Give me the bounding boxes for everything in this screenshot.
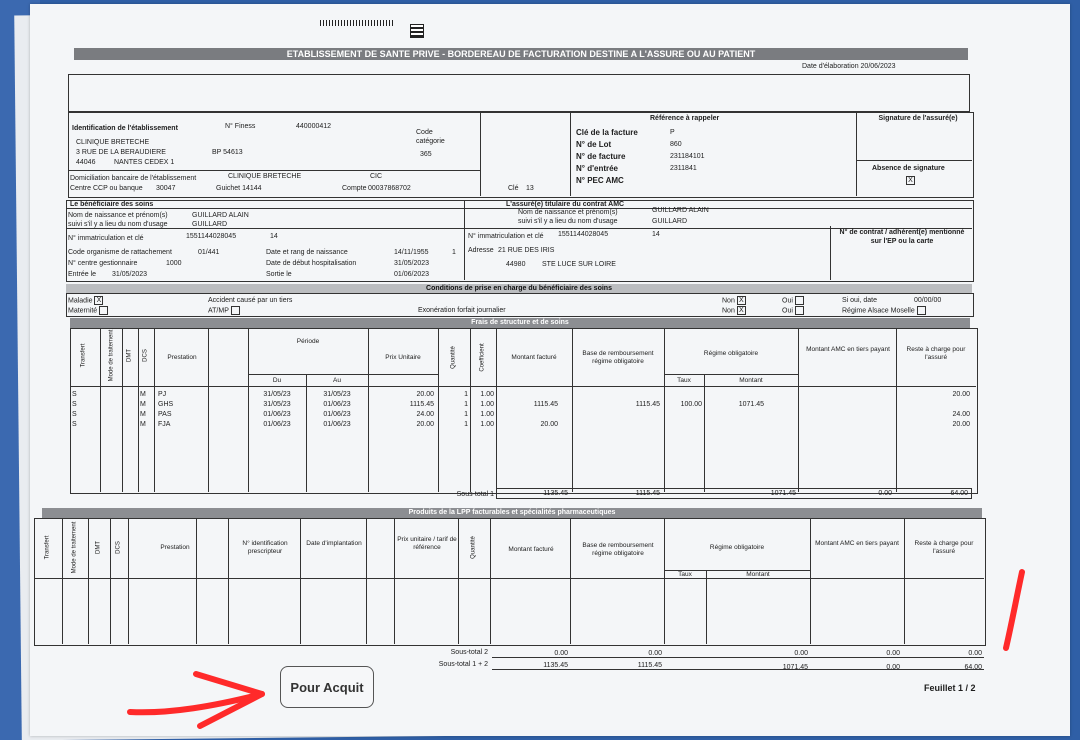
insured-immat-label: N° immatriculation et clé xyxy=(468,233,544,240)
absence-signature-label: Absence de signature xyxy=(872,165,945,172)
t1-h-prestation: Prestation xyxy=(167,354,197,361)
subtotal2-montant: 0.00 xyxy=(554,650,568,657)
table1-cell-dcs: M xyxy=(140,421,146,428)
subtotal2-amc: 0.00 xyxy=(886,650,900,657)
table1-cell-au: 01/06/23 xyxy=(323,401,351,408)
table1-cell-t: S xyxy=(72,421,77,428)
t1-h-au: Au xyxy=(333,377,341,384)
cle-value: 13 xyxy=(526,185,534,192)
table1-cell-du: 01/06/23 xyxy=(263,421,291,428)
cle-facture-value: P xyxy=(670,129,675,136)
table1-cell-prix: 20.00 xyxy=(416,391,434,398)
t1-h-base: Base de remboursement régime obligatoire xyxy=(582,350,654,365)
table1-cell-p: PJ xyxy=(158,391,167,398)
t1-h-quantite: Quantité xyxy=(450,346,457,369)
table1-cell-q: 1 xyxy=(464,411,468,418)
t1-h-mode: Mode de traitement xyxy=(108,329,115,382)
domiciliation-label: Domiciliation bancaire de l'établissement xyxy=(70,175,197,182)
organisme-label: Code organisme de rattachement xyxy=(68,249,172,256)
date-elaboration: Date d'élaboration 20/06/2023 xyxy=(802,63,896,70)
entree-le-value: 31/05/2023 xyxy=(112,271,148,278)
sortie-label: Sortie le xyxy=(266,271,292,278)
gestionnaire-value: 1000 xyxy=(166,260,182,267)
maladie-checkbox: X xyxy=(94,296,103,305)
entree-label: N° d'entrée xyxy=(576,164,618,173)
alsace-text: Régime Alsace Moselle xyxy=(842,307,915,315)
naissance-value: 14/11/1955 xyxy=(394,249,429,256)
beneficiary-immat-label: N° immatriculation et clé xyxy=(68,235,144,242)
reference-label: Référence à rappeler xyxy=(650,115,720,122)
table1-cell-t: S xyxy=(72,401,77,408)
subtotal2-label: Sous-total 2 xyxy=(450,649,488,656)
absence-signature-checkbox: X xyxy=(906,176,915,185)
t2-h-base: Base de remboursement régime obligatoire xyxy=(582,542,654,557)
subtotal2-reste: 0.00 xyxy=(968,650,982,657)
si-oui-label: Si oui, date xyxy=(842,297,878,304)
t1-h-dcs: DCS xyxy=(142,349,149,362)
signature-label: Signature de l'assuré(e) xyxy=(878,115,958,122)
conditions-band: Conditions de prise en charge du bénéficiaire des soins xyxy=(66,284,972,293)
subtotal1-label: Sous-total 1 xyxy=(456,491,494,498)
hospit-label: Date de début hospitalisation xyxy=(266,260,357,267)
subtotal2-ro: 0.00 xyxy=(794,650,808,657)
table1-cell-dcs: M xyxy=(140,391,146,398)
beneficiary-immat-value: 1551144028045 xyxy=(186,233,237,240)
subtotal12-label: Sous-total 1 + 2 xyxy=(438,661,488,668)
table1-cell-reste: 24.00 xyxy=(952,411,970,418)
beneficiary-usage-value: GUILLARD xyxy=(192,221,228,228)
insured-immat-cle: 14 xyxy=(652,231,660,238)
table1-cell-coef: 1.00 xyxy=(480,421,494,428)
table1-cell-mro: 1071.45 xyxy=(738,401,764,408)
table1-cell-q: 1 xyxy=(464,421,468,428)
t1-h-prix: Prix Unitaire xyxy=(385,354,421,361)
table1-cell-au: 31/05/23 xyxy=(323,391,351,398)
pec-amc-label: N° PEC AMC xyxy=(576,176,624,185)
maternite-text: Maternité xyxy=(68,307,98,315)
insured-adresse-label: Adresse xyxy=(468,247,494,254)
t1-h-montant-ro: Montant xyxy=(739,377,763,384)
t1-h-montant: Montant facturé xyxy=(511,354,557,361)
table1-cell-q: 1 xyxy=(464,401,468,408)
table1-cell-prix: 1115.45 xyxy=(409,401,434,408)
t2-h-montant-ro: Montant xyxy=(746,571,770,578)
gestionnaire-label: N° centre gestionnaire xyxy=(68,260,138,267)
subtotal1-montant: 1135.45 xyxy=(543,490,568,497)
t1-h-du: Du xyxy=(272,377,282,384)
ccp-label: Centre CCP ou banque xyxy=(70,185,143,192)
exoneration-non-text: Non xyxy=(722,307,735,315)
table1-cell-p: FJA xyxy=(158,421,171,428)
beneficiary-nom-label: Nom de naissance et prénom(s) xyxy=(68,212,168,219)
table1-cell-prix: 24.00 xyxy=(416,411,434,418)
t2-h-reste: Reste à charge pour l'assuré xyxy=(914,540,974,555)
t1-h-taux: Taux xyxy=(677,377,691,384)
subtotal12-amc: 0.00 xyxy=(886,664,900,671)
feuillet-label: Feuillet 1 / 2 xyxy=(924,683,976,693)
insured-usage-label: suivi s'il y a lieu du nom d'usage xyxy=(518,218,618,225)
t2-h-regime: Régime obligatoire xyxy=(709,544,765,551)
finess-value: 440000412 xyxy=(296,123,332,130)
organisme-value: 01/441 xyxy=(198,249,220,256)
subtotal12-ro: 1071.45 xyxy=(782,664,808,671)
t1-h-periode: Période xyxy=(296,338,320,345)
facture-label: N° de facture xyxy=(576,152,626,161)
table1-cell-taux: 100.00 xyxy=(680,401,702,408)
insured-postcode: 44980 xyxy=(506,261,526,268)
accident-non-checkbox: X xyxy=(737,296,746,305)
naissance-rang: 1 xyxy=(452,249,456,256)
t1-h-transfert: Transfert xyxy=(80,343,87,368)
subtotal1-amc: 0.00 xyxy=(878,490,892,497)
table1-cell-mf: 1115.45 xyxy=(533,401,558,408)
table1-cell-du: 31/05/23 xyxy=(263,391,291,398)
t2-h-montant: Montant facturé xyxy=(508,546,554,553)
lot-label: N° de Lot xyxy=(576,140,612,149)
insured-section-label: L'assuré(e) titulaire du contrat AMC xyxy=(506,201,625,208)
t2-h-transfert: Transfert xyxy=(44,535,51,560)
t2-h-quantite: Quantité xyxy=(470,536,477,559)
table1-cell-base: 1115.45 xyxy=(635,401,660,408)
document-title-band: ETABLISSEMENT DE SANTE PRIVE - BORDEREAU DE FACTURATION DESTINE A L'ASSURE OU AU PATIENT xyxy=(74,48,968,60)
t2-h-prix: Prix unitaire / tarif de référence xyxy=(397,536,457,551)
subtotal1-ro: 1071.45 xyxy=(770,490,796,497)
subtotal12-base: 1115.45 xyxy=(637,662,662,669)
t1-h-regime: Régime obligatoire xyxy=(703,350,759,357)
table1-cell-reste: 20.00 xyxy=(952,391,970,398)
establishment-name: CLINIQUE BRETECHE xyxy=(76,139,150,146)
table1-cell-reste: 20.00 xyxy=(952,421,970,428)
table1-cell-au: 01/06/23 xyxy=(323,421,351,428)
t1-h-dmt: DMT xyxy=(126,349,133,362)
exoneration-label: Exonération forfait journalier xyxy=(418,307,506,314)
table1-cell-q: 1 xyxy=(464,391,468,398)
domiciliation-value: CLINIQUE BRETECHE xyxy=(228,173,302,180)
table1-cell-mf: 20.00 xyxy=(540,421,558,428)
finess-label: N° Finess xyxy=(225,123,256,130)
t2-h-taux: Taux xyxy=(678,571,692,578)
table1-cell-du: 01/06/23 xyxy=(263,411,291,418)
beneficiary-usage-label: suivi s'il y a lieu du nom d'usage xyxy=(68,221,168,228)
t2-h-dcs: DCS xyxy=(115,541,122,554)
table1-cell-dcs: M xyxy=(140,411,146,418)
establishment-bp: BP 54613 xyxy=(212,149,243,156)
maladie-text: Maladie xyxy=(68,297,93,305)
insured-adresse-value: 21 RUE DES IRIS xyxy=(498,247,555,254)
subtotal12-montant: 1135.45 xyxy=(543,662,568,669)
red-pen-mark xyxy=(1006,572,1022,648)
beneficiary-section-label: Le bénéficiaire des soins xyxy=(70,201,154,208)
pour-acquit-button[interactable]: Pour Acquit xyxy=(280,666,374,708)
table1-cell-t: S xyxy=(72,391,77,398)
establishment-city: NANTES CEDEX 1 xyxy=(114,159,175,166)
table1-cell-au: 01/06/23 xyxy=(323,411,351,418)
beneficiary-immat-cle: 14 xyxy=(270,233,278,240)
insured-nom-label: Nom de naissance et prénom(s) xyxy=(518,209,618,216)
t2-h-prestation: Prestation xyxy=(160,544,190,551)
code-categorie-label: Code catégorie xyxy=(416,129,445,145)
facture-value: 231184101 xyxy=(670,153,705,160)
table1-band: Frais de structure et de soins xyxy=(70,318,970,328)
exoneration-non-checkbox: X xyxy=(737,306,746,315)
table1-cell-du: 31/05/23 xyxy=(263,401,291,408)
table2-band: Produits de la LPP facturables et spécialités pharmaceutiques xyxy=(42,508,982,518)
subtotal2-base: 0.00 xyxy=(648,650,662,657)
lot-value: 860 xyxy=(670,141,682,148)
t1-h-reste: Reste à charge pour l'assuré xyxy=(906,346,966,361)
t1-h-amc: Montant AMC en tiers payant xyxy=(806,346,890,353)
t2-h-mode: Mode de traitement xyxy=(71,521,78,574)
table1-cell-dcs: M xyxy=(140,401,146,408)
insured-nom-value: GUILLARD ALAIN xyxy=(652,207,709,214)
insured-immat-value: 1551144028045 xyxy=(558,231,609,238)
t2-h-dmt: DMT xyxy=(95,541,102,554)
compte-label: Compte xyxy=(342,185,367,192)
subtotal1-reste: 64.00 xyxy=(950,490,968,497)
insured-city: STE LUCE SUR LOIRE xyxy=(542,261,616,268)
t2-h-prescripteur: N° identification prescripteur xyxy=(242,540,288,555)
table1-cell-prix: 20.00 xyxy=(416,421,434,428)
table1-cell-p: GHS xyxy=(158,401,174,408)
table1-cell-coef: 1.00 xyxy=(480,401,494,408)
atmp-text: AT/MP xyxy=(208,307,229,315)
naissance-label: Date et rang de naissance xyxy=(266,249,348,256)
code-categorie-value: 365 xyxy=(420,151,432,158)
t1-h-coefficient: Coefficient xyxy=(479,343,486,372)
bank-value: CIC xyxy=(370,173,383,180)
accident-label: Accident causé par un tiers xyxy=(208,297,293,304)
sortie-value: 01/06/2023 xyxy=(394,271,430,278)
establishment-address: 3 RUE DE LA BERAUDIERE xyxy=(76,149,166,156)
si-oui-date: 00/00/00 xyxy=(914,297,942,304)
exoneration-oui-text: Oui xyxy=(782,307,793,315)
entree-value: 2311841 xyxy=(670,165,697,172)
ccp-value: 30047 xyxy=(156,185,176,192)
compte-value: 00037868702 xyxy=(368,185,411,192)
accident-oui-text: Oui xyxy=(782,297,793,305)
beneficiary-nom-value: GUILLARD ALAIN xyxy=(192,212,249,219)
table1-cell-t: S xyxy=(72,411,77,418)
subtotal12-reste: 64.00 xyxy=(964,664,982,671)
establishment-postcode: 44046 xyxy=(76,159,96,166)
establishment-label: Identification de l'établissement xyxy=(72,125,178,132)
table1-cell-coef: 1.00 xyxy=(480,391,494,398)
hospit-value: 31/05/2023 xyxy=(394,260,430,267)
cle-label: Clé xyxy=(508,185,519,192)
t2-h-amc: Montant AMC en tiers payant xyxy=(815,540,899,547)
cle-facture-label: Clé de la facture xyxy=(576,128,638,137)
contrat-label: N° de contrat / adhérent(e) mentionné sur l'EP ou la carte xyxy=(839,229,965,245)
table1-cell-p: PAS xyxy=(158,411,172,418)
subtotal1-base: 1115.45 xyxy=(635,490,660,497)
guichet-value: Guichet 14144 xyxy=(216,185,262,192)
accident-non-text: Non xyxy=(722,297,735,305)
t2-h-implantation: Date d'implantation xyxy=(306,540,362,547)
entree-le-label: Entrée le xyxy=(68,271,97,278)
table1-cell-coef: 1.00 xyxy=(480,411,494,418)
insured-usage-value: GUILLARD xyxy=(652,218,688,225)
